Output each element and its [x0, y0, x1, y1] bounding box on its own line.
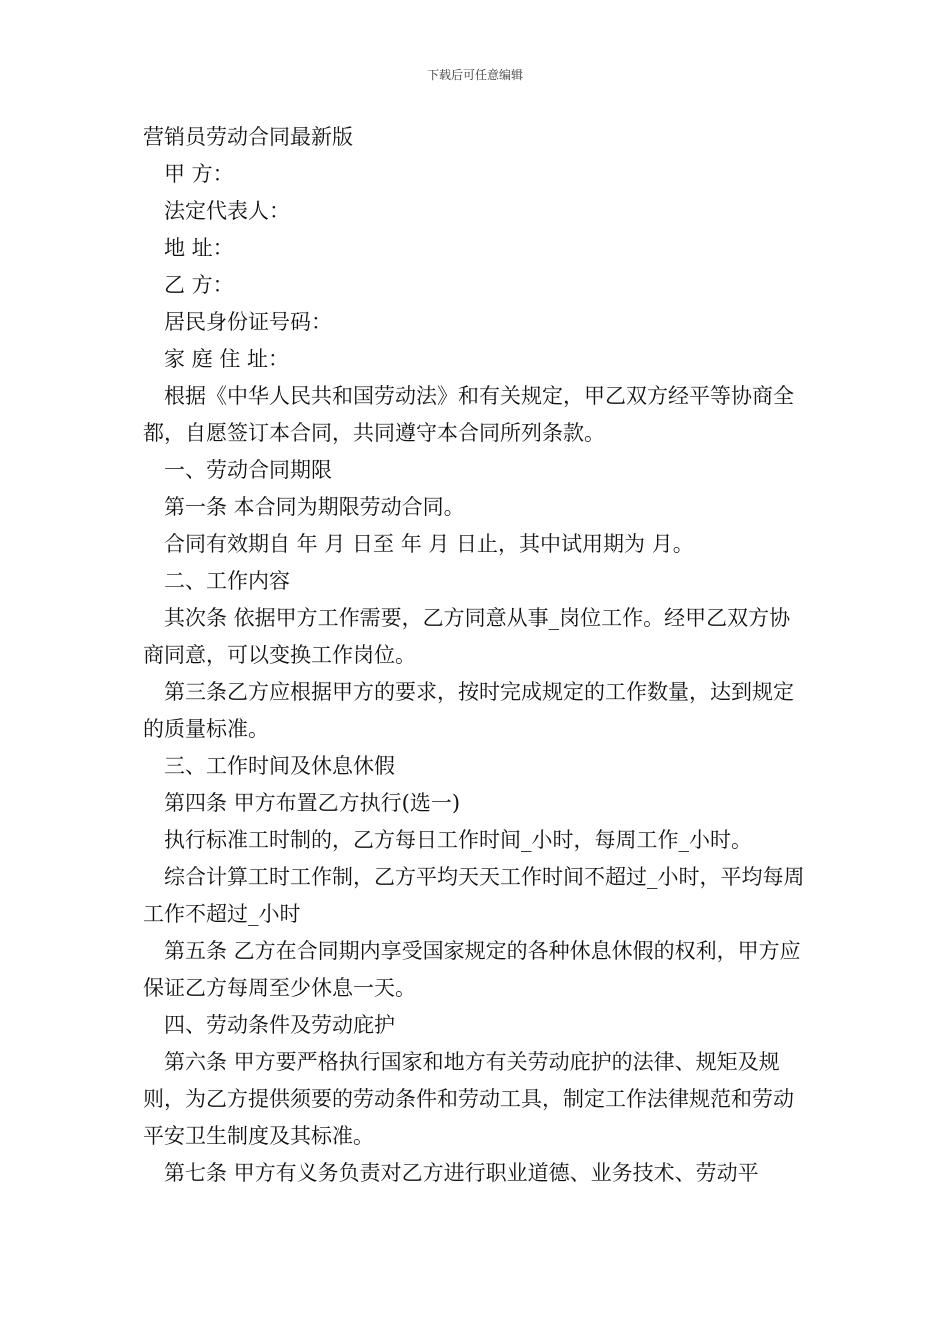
page-header-note: 下载后可任意编辑 — [426, 68, 523, 82]
document-body — [143, 119, 808, 1192]
party-a-line: 甲 方： — [164, 162, 234, 186]
id-number-line: 居民身份证号码： — [164, 310, 332, 334]
preamble-paragraph: 根据《中华人民共和国劳动法》和有关规定，甲乙双方经平等协商全都，自愿签订本合同，共同遵守本合同所列条款。 — [143, 384, 794, 445]
clause-paragraph: 其次条 依据甲方工作需要，乙方同意从事_岗位工作。经甲乙双方协商同意，可以变换工作岗位。 — [143, 606, 791, 667]
clause-paragraph: 第一条 本合同为期限劳动合同。 — [164, 495, 465, 519]
home-address-line: 家 庭 住 址： — [164, 347, 290, 371]
section-heading: 一、劳动合同期限 — [164, 458, 332, 482]
clause-paragraph: 综合计算工时工作制，乙方平均天天工作时间不超过_小时，平均每周工作不超过_小时 — [143, 865, 805, 926]
clause-paragraph: 合同有效期自 年 月 日至 年 月 日止，其中试用期为 月。 — [164, 532, 694, 556]
address-line: 地 址： — [164, 236, 234, 260]
clause-paragraph: 第三条乙方应根据甲方的要求，按时完成规定的工作数量，达到规定的质量标准。 — [143, 680, 794, 741]
section-heading: 二、工作内容 — [164, 569, 290, 593]
section-heading: 三、工作时间及休息休假 — [164, 754, 395, 778]
clause-paragraph: 执行标准工时制的，乙方每日工作时间_小时，每周工作_小时。 — [164, 828, 752, 852]
clause-paragraph: 第四条 甲方布置乙方执行(选一) — [164, 791, 461, 815]
section-heading: 四、劳动条件及劳动庇护 — [164, 1013, 395, 1037]
legal-representative-line: 法定代表人： — [164, 199, 290, 223]
clause-paragraph: 第六条 甲方要严格执行国家和地方有关劳动庇护的法律、规矩及规则，为乙方提供须要的劳动条件和劳动工具，制定工作法律规范和劳动平安卫生制度及其标准。 — [143, 1050, 794, 1148]
clause-paragraph: 第五条 乙方在合同期内享受国家规定的各种休息休假的权利，甲方应保证乙方每周至少休息一天。 — [143, 939, 801, 1000]
party-b-line: 乙 方： — [164, 273, 234, 297]
clause-paragraph: 第七条 甲方有义务负责对乙方进行职业道德、业务技术、劳动平 — [164, 1161, 759, 1185]
document-title: 营销员劳动合同最新版 — [143, 125, 353, 149]
